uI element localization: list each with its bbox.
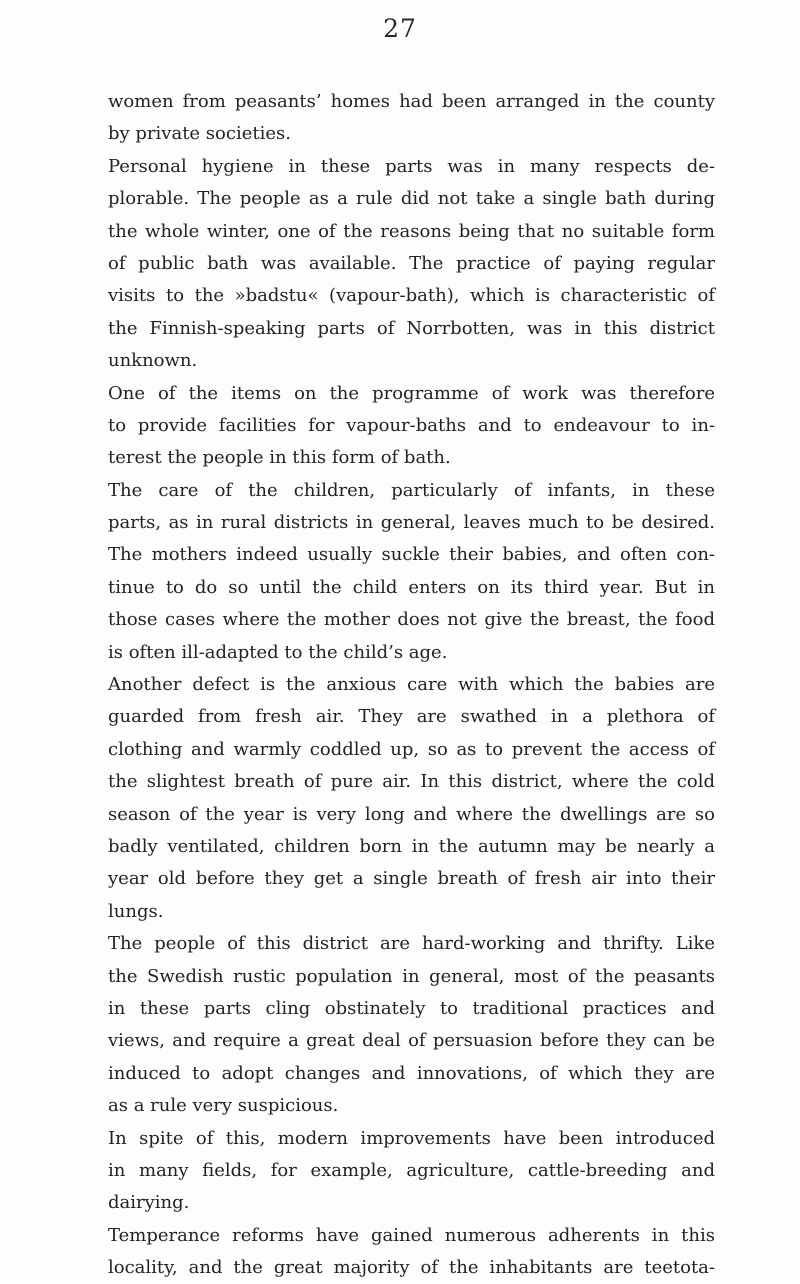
page-number: 27: [383, 14, 417, 43]
text-line: parts, as in rural districts in general, leaves much to be desired.: [108, 512, 715, 534]
text-line: induced to adopt changes and innovations, of which they are: [108, 1062, 715, 1084]
text-line: in these parts cling obstinately to traditional practices and: [108, 997, 715, 1019]
text-line: plorable. The people as a rule did not take a single bath during: [108, 188, 715, 210]
text-line: in many fields, for example, agriculture, cattle-breeding and: [108, 1159, 715, 1181]
text-line: by private societies.: [108, 123, 291, 145]
text-line: lungs.: [108, 900, 164, 922]
text-line: The mothers indeed usually suckle their babies, and often con-: [108, 544, 715, 566]
text-line: dairying.: [108, 1192, 190, 1214]
body-text: [108, 86, 715, 1284]
text-line: the Swedish rustic population in general, most of the peasants: [108, 965, 715, 987]
text-line: the whole winter, one of the reasons being that no suitable form: [108, 220, 715, 242]
text-line: the slightest breath of pure air. In this district, where the cold: [108, 771, 715, 793]
text-line: views, and require a great deal of persuasion before they can be: [108, 1030, 715, 1052]
text-line: as a rule very suspicious.: [108, 1095, 339, 1117]
text-line: terest the people in this form of bath.: [108, 447, 451, 469]
text-line: year old before they get a single breath of fresh air into their: [108, 868, 715, 890]
text-line: season of the year is very long and where the dwellings are so: [108, 803, 715, 825]
text-line: The people of this district are hard-working and thrifty. Like: [108, 933, 715, 955]
text-line: women from peasants’ homes had been arranged in the county: [108, 91, 715, 112]
text-line: the Finnish-speaking parts of Norrbotten, was in this district: [108, 317, 715, 339]
text-line: The care of the children, particularly of infants, in these: [108, 479, 715, 501]
text-line: Personal hygiene in these parts was in many respects de-: [108, 155, 715, 177]
text-line: of public bath was available. The practice of paying regular: [108, 252, 715, 274]
text-line: clothing and warmly coddled up, so as to prevent the access of: [108, 738, 715, 760]
text-line: locality, and the great majority of the inhabitants are teetota-: [108, 1257, 715, 1279]
text-line: is often ill-adapted to the child’s age.: [108, 641, 448, 663]
text-line: tinue to do so until the child enters on its third year. But in: [108, 576, 715, 598]
text-line: visits to the »badstu« (vapour-bath), which is characteristic of: [108, 285, 715, 307]
text-line: One of the items on the programme of work was therefore: [108, 382, 715, 404]
text-line: Another defect is the anxious care with which the babies are: [108, 674, 715, 696]
text-line: Temperance reforms have gained numerous adherents in this: [108, 1224, 715, 1246]
text-line: those cases where the mother does not give the breast, the food: [108, 609, 715, 631]
text-line: In spite of this, modern improvements have been introduced: [108, 1127, 715, 1149]
text-line: to provide facilities for vapour-baths and to endeavour to in-: [108, 414, 715, 436]
text-line: guarded from fresh air. They are swathed in a plethora of: [108, 706, 715, 728]
text-line: unknown.: [108, 350, 198, 372]
text-line: badly ventilated, children born in the autumn may be nearly a: [108, 835, 715, 857]
